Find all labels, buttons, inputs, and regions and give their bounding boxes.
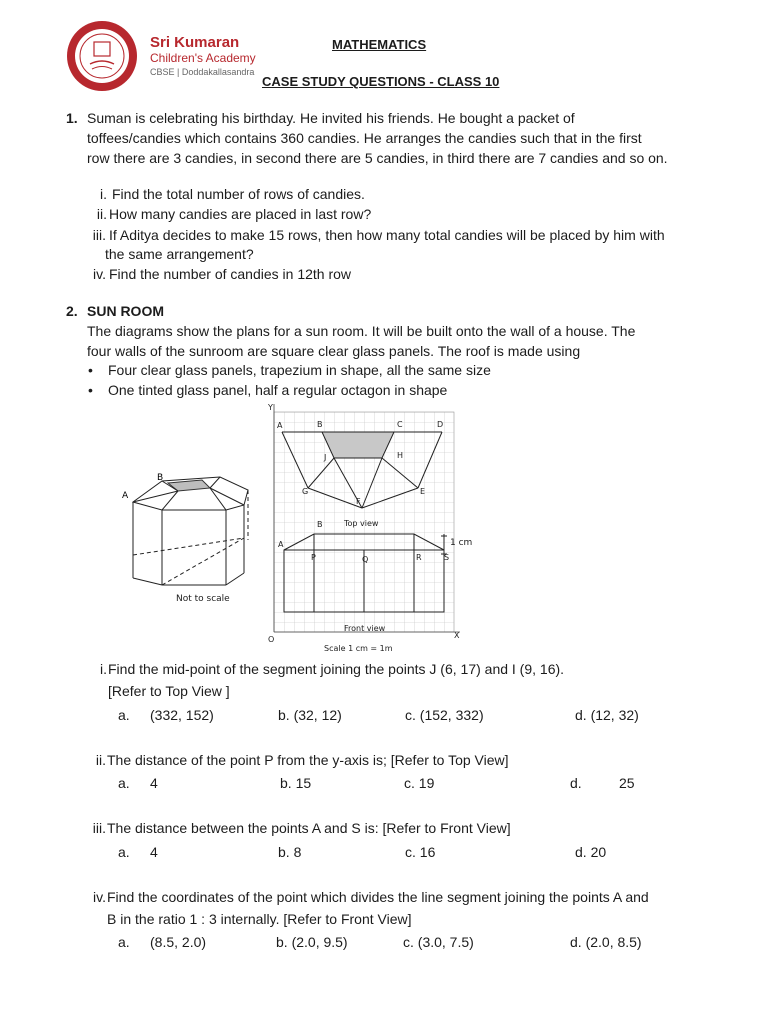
school-logo [66, 20, 138, 92]
not-to-scale-label: Not to scale [176, 594, 230, 604]
school-name: Sri Kumaran [150, 34, 240, 51]
option-b: b. (2.0, 9.5) [276, 934, 348, 950]
option-a: (8.5, 2.0) [150, 934, 207, 950]
label-q: Q [362, 555, 369, 564]
q2-intro-line: The diagrams show the plans for a sun room. It will be built onto the wall of a house. The [87, 323, 636, 339]
q1-part-text: If Aditya decides to make 15 rows, then how many total candies will be placed by him with [109, 227, 665, 243]
subq-label: iv. [93, 889, 106, 905]
sketch-label-b: B [157, 473, 164, 483]
label-b-front: B [317, 520, 323, 529]
option-b: b. (32, 12) [278, 707, 342, 723]
q1-part-label: iii. [92, 227, 106, 243]
option-label: a. [118, 775, 130, 791]
subq-text: Find the coordinates of the point which divides the line segment joining the points A and [107, 889, 649, 905]
page-title: CASE STUDY QUESTIONS - CLASS 10 [262, 74, 500, 89]
unit-label: 1 cm [450, 538, 473, 548]
option-a: (332, 152) [150, 707, 214, 723]
label-p: P [311, 553, 316, 562]
q1-part-text: Find the number of candies in 12th row [109, 266, 352, 282]
subq-text: [Refer to Top View ] [108, 683, 230, 699]
q1-text-line: toffees/candies which contains 360 candies. He arranges the candies such that in the first [87, 130, 642, 146]
q2-heading: SUN ROOM [87, 303, 164, 319]
option-d: d. (12, 32) [575, 707, 639, 723]
q1-text-line: Suman is celebrating his birthday. He invited his friends. He bought a packet of [87, 110, 575, 126]
q1-number: 1. [66, 110, 78, 126]
school-subname: Children's Academy [150, 51, 256, 65]
front-view-label: Front view [344, 624, 386, 633]
option-b: b. 15 [280, 775, 312, 791]
label-g: G [302, 487, 309, 496]
subject-heading: MATHEMATICS [332, 37, 427, 52]
q2-intro-line: four walls of the sunroom are square clear glass panels. The roof is made using [87, 343, 581, 359]
q1-part-label: ii. [96, 206, 107, 222]
option-d: 25 [619, 775, 635, 791]
subq-text: Find the mid-point of the segment joining the points J (6, 17) and I (9, 16). [108, 661, 565, 677]
label-h: H [397, 451, 404, 460]
label-s: S [444, 553, 450, 562]
q1-text-line: row there are 3 candies, in second there are 5 candies, in third there are 7 candies and so on. [87, 150, 668, 166]
origin-label: O [268, 635, 275, 644]
q2-bullet: • One tinted glass panel, half a regular octagon in shape [108, 380, 447, 400]
label-e: E [420, 487, 426, 496]
option-c: c. (152, 332) [405, 707, 484, 723]
axis-x-label: X [454, 631, 460, 640]
option-c: c. 19 [404, 775, 435, 791]
label-b-top: B [317, 420, 323, 429]
option-label: d. [570, 775, 582, 791]
subq-text: B in the ratio 1 : 3 internally. [Refer to Front View] [107, 911, 412, 927]
label-c-top: C [397, 420, 403, 429]
q1-part-label: i. [100, 186, 107, 202]
option-d: d. 20 [575, 844, 607, 860]
sunroom-3d-sketch [120, 460, 270, 610]
q1-part-text: Find the total number of rows of candies. [112, 186, 365, 202]
option-b: b. 8 [278, 844, 302, 860]
subq-label: iii. [92, 820, 106, 836]
subq-text: The distance between the points A and S is: [Refer to Front View] [107, 820, 511, 836]
label-r: R [416, 553, 422, 562]
option-c: c. (3.0, 7.5) [403, 934, 474, 950]
subq-text: The distance of the point P from the y-axis is; [Refer to Top View] [107, 752, 509, 768]
option-label: a. [118, 707, 130, 723]
label-a-front: A [278, 540, 284, 549]
option-label: a. [118, 934, 130, 950]
option-d: d. (2.0, 8.5) [570, 934, 642, 950]
label-a-top: A [277, 421, 283, 430]
subq-label: ii. [95, 752, 106, 768]
label-d-top: D [437, 420, 444, 429]
sketch-label-a: A [122, 491, 129, 501]
subq-label: i. [100, 661, 107, 677]
q2-bullet: • Four clear glass panels, trapezium in shape, all the same size [108, 360, 491, 380]
scale-label: Scale 1 cm = 1m [324, 644, 393, 653]
option-c: c. 16 [405, 844, 436, 860]
label-f: F [356, 497, 361, 506]
q1-part-text: the same arrangement? [105, 246, 254, 262]
option-label: a. [118, 844, 130, 860]
school-branch: CBSE | Doddakallasandra [150, 67, 255, 77]
q2-number: 2. [66, 303, 78, 319]
option-a: 4 [150, 775, 158, 791]
q1-part-text: How many candies are placed in last row? [109, 206, 372, 222]
label-j: J [324, 453, 327, 462]
top-view-label: Top view [344, 519, 379, 528]
axis-y-label: Y [268, 403, 273, 412]
grid-figure [262, 400, 477, 658]
q1-part-label: iv. [93, 266, 106, 282]
option-a: 4 [150, 844, 158, 860]
